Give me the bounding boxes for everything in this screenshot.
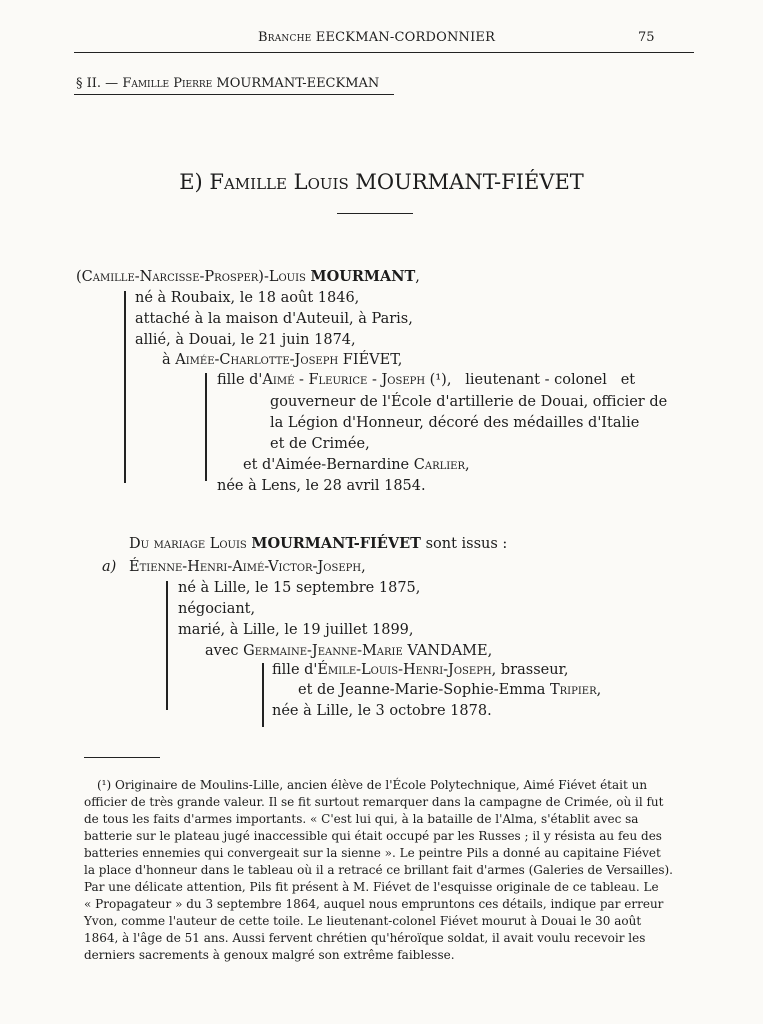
entry-spouse: à Aimée-Charlotte-Joseph FIÉVET, bbox=[162, 352, 403, 368]
entry-bracket-outer bbox=[124, 291, 126, 483]
spouse-given-names: Aimée-Charlotte-Joseph bbox=[175, 352, 339, 368]
section-label-prefix: Famille Pierre bbox=[122, 76, 213, 91]
footnote-line: batteries ennemies qui convergeait sur la sienne ». Le peintre Pils a donné au capitaine Fiévet bbox=[84, 846, 661, 860]
footnote-line: (¹) Originaire de Moulins-Lille, ancien élève de l'École Polytechnique, Aimé Fiévet était un bbox=[97, 778, 648, 792]
child-bracket-inner bbox=[262, 663, 264, 727]
running-head-prefix: Branche bbox=[258, 30, 312, 45]
footnote-line: Par une délicate attention, Pils fit présent à M. Fiévet de l'esquisse originale de ce tableau. Le bbox=[84, 880, 659, 894]
spouse-mother: et d'Aimée-Bernardine Carlier, bbox=[243, 457, 470, 473]
issue-label-a: a) bbox=[102, 559, 117, 575]
father-given-names: Aimé - Fleurice - Joseph bbox=[262, 372, 426, 388]
child-spouse-mother: et de Jeanne-Marie-Sophie-Emma Tripier, bbox=[298, 682, 602, 698]
footnote-line: Yvon, comme l'auteur de cette toile. Le lieutenant-colonel Fiévet mourut à Douai le 30 août bbox=[84, 914, 642, 928]
section-heading bbox=[76, 76, 379, 91]
page-title bbox=[0, 170, 763, 194]
child-occupation: négociant, bbox=[178, 601, 256, 617]
footnote-line: batterie sur le plateau jugé inaccessible qui était occupé par les Russes ; il y résista au feu des bbox=[84, 829, 662, 843]
child-name: Étienne-Henri-Aimé-Victor-Joseph, bbox=[129, 559, 366, 575]
footnote-rule bbox=[84, 757, 160, 758]
spouse-birth: née à Lens, le 28 avril 1854. bbox=[217, 478, 426, 494]
issue-intro: Du mariage Louis MOURMANT-FIÉVET sont issus : bbox=[129, 535, 508, 552]
page-number: 75 bbox=[638, 30, 655, 45]
child-spouse-given-names: Germaine-Jeanne-Marie bbox=[243, 643, 403, 659]
title-prefix: E) Famille Louis bbox=[179, 170, 349, 194]
footnote-line: la place d'honneur dans le tableau où il a retracé ce brillant fait d'armes (Galeries de Versailles). bbox=[84, 863, 673, 877]
child-spouse-father: fille d'Émile-Louis-Henri-Joseph, brasseur, bbox=[272, 662, 569, 678]
entry-birth: né à Roubaix, le 18 août 1846, bbox=[135, 290, 360, 306]
entry-given-names: (Camille-Narcisse-Prosper)-Louis bbox=[76, 269, 306, 285]
entry-occupation: attaché à la maison d'Auteuil, à Paris, bbox=[135, 311, 413, 327]
section-label: MOURMANT-EECKMAN bbox=[216, 76, 380, 91]
entry-surname: MOURMANT bbox=[310, 268, 416, 285]
father-role-3: et de Crimée, bbox=[270, 436, 370, 452]
child-marriage: marié, à Lille, le 19 juillet 1899, bbox=[178, 622, 414, 638]
mother-surname: Carlier bbox=[413, 457, 466, 473]
footnote-line: officier de très grande valeur. Il se fit surtout remarquer dans la campagne de Crimée, où il fut bbox=[84, 795, 664, 809]
footnote-line: 1864, à l'âge de 51 ans. Aussi fervent chrétien qu'héroïque soldat, il avait voulu recevoir les bbox=[84, 931, 646, 945]
child-spouse: avec Germaine-Jeanne-Marie VANDAME, bbox=[205, 643, 493, 659]
running-head-title: EECKMAN-CORDONNIER bbox=[315, 30, 496, 45]
child-spouse-birth: née à Lille, le 3 octobre 1878. bbox=[272, 703, 492, 719]
section-underline bbox=[74, 94, 394, 95]
entry-bracket-inner bbox=[205, 373, 207, 481]
father-title: (¹), lieutenant - colonel et bbox=[425, 372, 636, 388]
spouse-father: fille d'Aimé - Fleurice - Joseph (¹), lieutenant - colonel et bbox=[217, 372, 636, 388]
footnote-line: « Propagateur » du 3 septembre 1864, auquel nous empruntons ces détails, indique par erreur bbox=[84, 897, 664, 911]
child-birth: né à Lille, le 15 septembre 1875, bbox=[178, 580, 421, 596]
issue-family-name: MOURMANT-FIÉVET bbox=[251, 535, 421, 552]
entry-marriage: allié, à Douai, le 21 juin 1874, bbox=[135, 332, 356, 348]
child-bracket-outer bbox=[166, 581, 168, 710]
father-role-1: gouverneur de l'École d'artillerie de Douai, officier de bbox=[270, 394, 668, 410]
section-mark: § II. — bbox=[76, 76, 123, 91]
running-head bbox=[258, 30, 495, 45]
header-rule bbox=[74, 52, 694, 53]
title-rule bbox=[337, 213, 413, 214]
father-role-2: la Légion d'Honneur, décoré des médailles d'Italie bbox=[270, 415, 640, 431]
entry-head bbox=[76, 268, 420, 285]
footnote-line: derniers sacrements à genoux malgré son extrême faiblesse. bbox=[84, 948, 455, 962]
title-name: MOURMANT-FIÉVET bbox=[355, 170, 584, 194]
entry-punct: , bbox=[415, 269, 420, 285]
footnote-line: de tous les faits d'armes importants. « C'est lui qui, à la bataille de l'Alma, s'établit avec sa bbox=[84, 812, 639, 826]
